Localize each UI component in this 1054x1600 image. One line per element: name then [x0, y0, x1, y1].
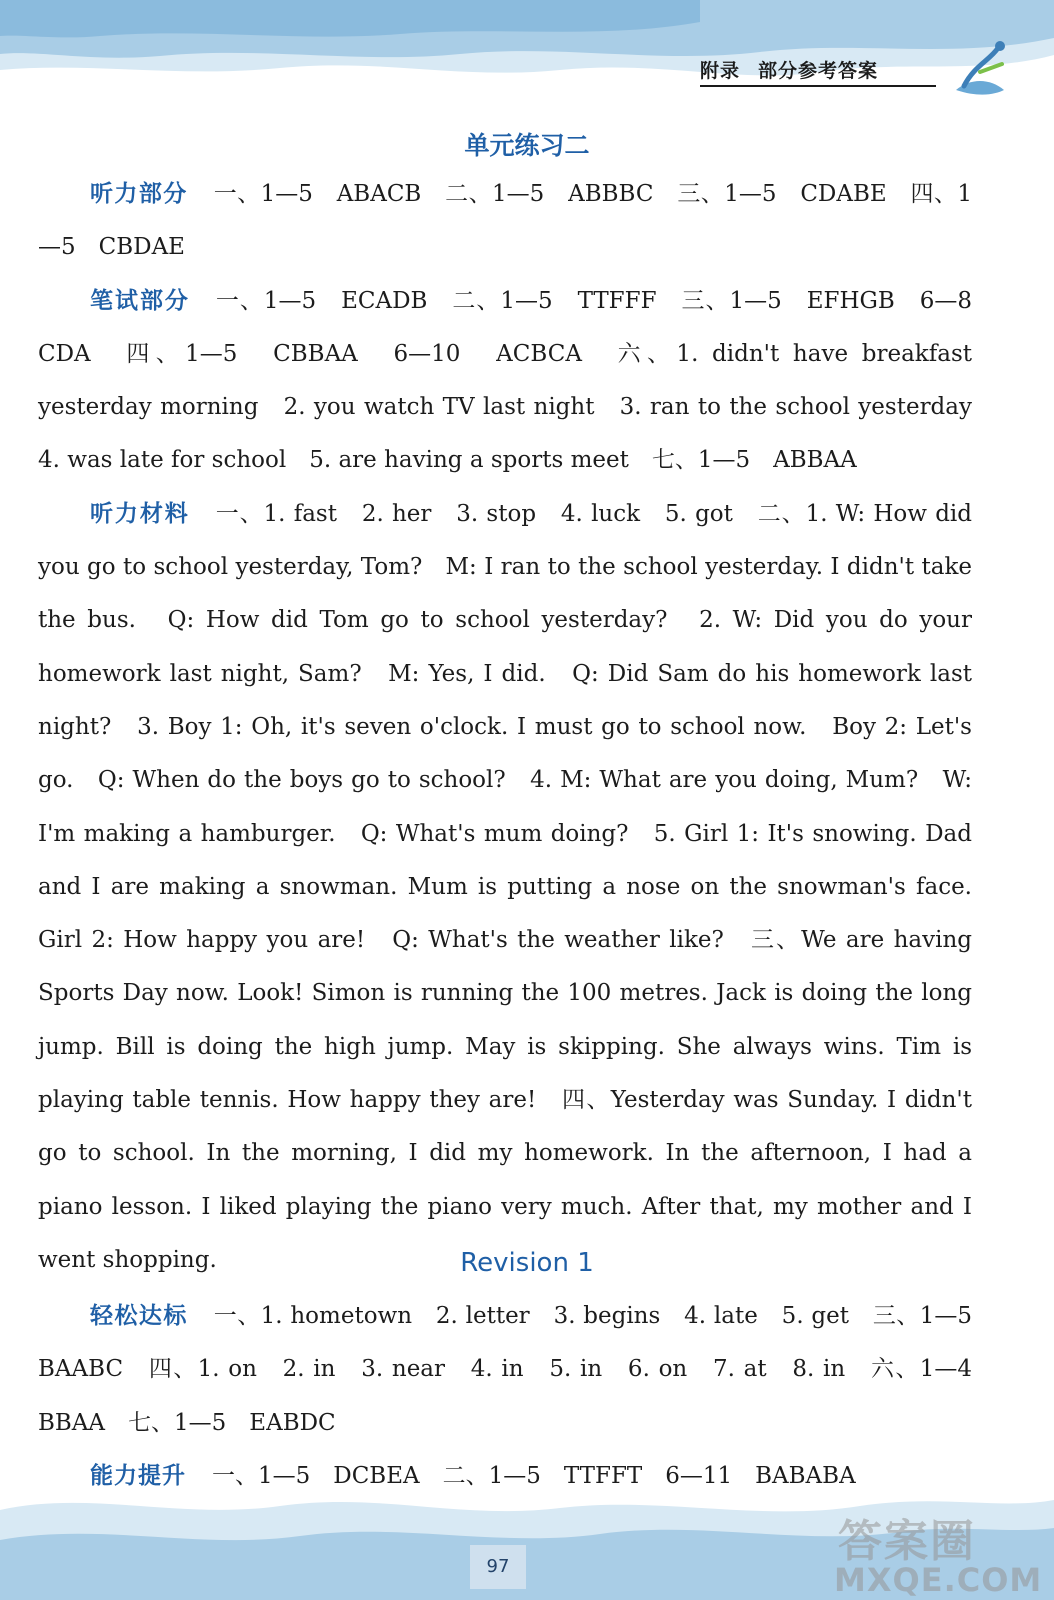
- watermark-url: MXQE.COM: [834, 1561, 1043, 1599]
- watermark-text: 答案圈: [838, 1516, 976, 1567]
- paragraph-label: 轻松达标: [90, 1303, 188, 1329]
- paragraph-text: 一、1—5 ABACB 二、1—5 ABBBC 三、1—5 CDABE 四、1—5 CBDAE: [38, 181, 972, 261]
- answer-paragraph: [38, 168, 972, 275]
- unit-title: 单元练习二: [464, 131, 590, 160]
- paragraph-label: 笔试部分: [90, 287, 190, 314]
- unit-answers: [38, 168, 995, 1287]
- answer-paragraph: [38, 1290, 995, 1450]
- book-figure-icon: [950, 38, 1020, 108]
- paragraph-label: 听力材料: [90, 500, 190, 527]
- paragraph-text: 一、1—5 ECADB 二、1—5 TTFFF 三、1—5 EFHGB 6—8 CDA 四、1—5 CBBAA 6—10 ACBCA 六、1. didn't have breakfast yesterday morning 2. you watch TV last night 3. ran to the school yesterday 4. was late for school 5. are having a sports meet 七、1—5 ABBAA: [38, 287, 995, 474]
- paragraph-text: 一、1. fast 2. her 3. stop 4. luck 5. got 二、1. W: How did you go to school yesterday, Tom? M: I ran to the school yesterday. I didn't take the bus. Q: How did Tom go to school yesterday? 2. W: Did you do your homework last night, Sam? M: Yes, I did. Q: Did Sam do his homework last night? 3. Boy 1: Oh, it's seven o'clock. I must go to school now. Boy 2: Let's go. Q: When do the boys go to school? 4. M: What are you doing, Mum? W: I'm making a hamburger. Q: What's mum doing? 5. Girl 1: It's snowing. Dad and I are making a snowman. Mum is putting a nose on the snowman's face. Girl 2: How happy you are! Q: What's the weather like? 三、We are having Sports Day now. Look! Simon is running the 100 metres. Jack is doing the long jump. Bill is doing the high jump. May is skipping. She always wins. Tim is playing table tennis. How happy they are! 四、Yesterday was Sunday. I didn't go to school. In the morning, I did my homework. In the afternoon, I had a piano lesson. I liked playing the piano very much. After that, my mother and I went shopping.: [38, 500, 973, 1273]
- answer-paragraph: [38, 275, 995, 488]
- section-name: 附录: [700, 60, 741, 82]
- paragraph-label: 听力部分: [90, 181, 188, 207]
- paragraph-text: 一、1—5 DCBEA 二、1—5 TTFFT 6—11 BABABA: [212, 1462, 856, 1489]
- revision-title: Revision 1: [460, 1248, 594, 1278]
- paragraph-text: 一、1. hometown 2. letter 3. begins 4. late 5. get 三、1—5 BAABC 四、1. on 2. in 3. near 4. in 5. in 6. on 7. at 8. in 六、1—4 BBAA 七、1—5 EABDC: [38, 1303, 995, 1436]
- answer-paragraph: [38, 488, 972, 1287]
- watermark: [820, 1505, 1054, 1600]
- page-number: 97: [470, 1545, 526, 1589]
- section-subtitle: 部分参考答案: [758, 60, 879, 82]
- section-header: [700, 56, 936, 87]
- paragraph-label: 能力提升: [90, 1462, 186, 1489]
